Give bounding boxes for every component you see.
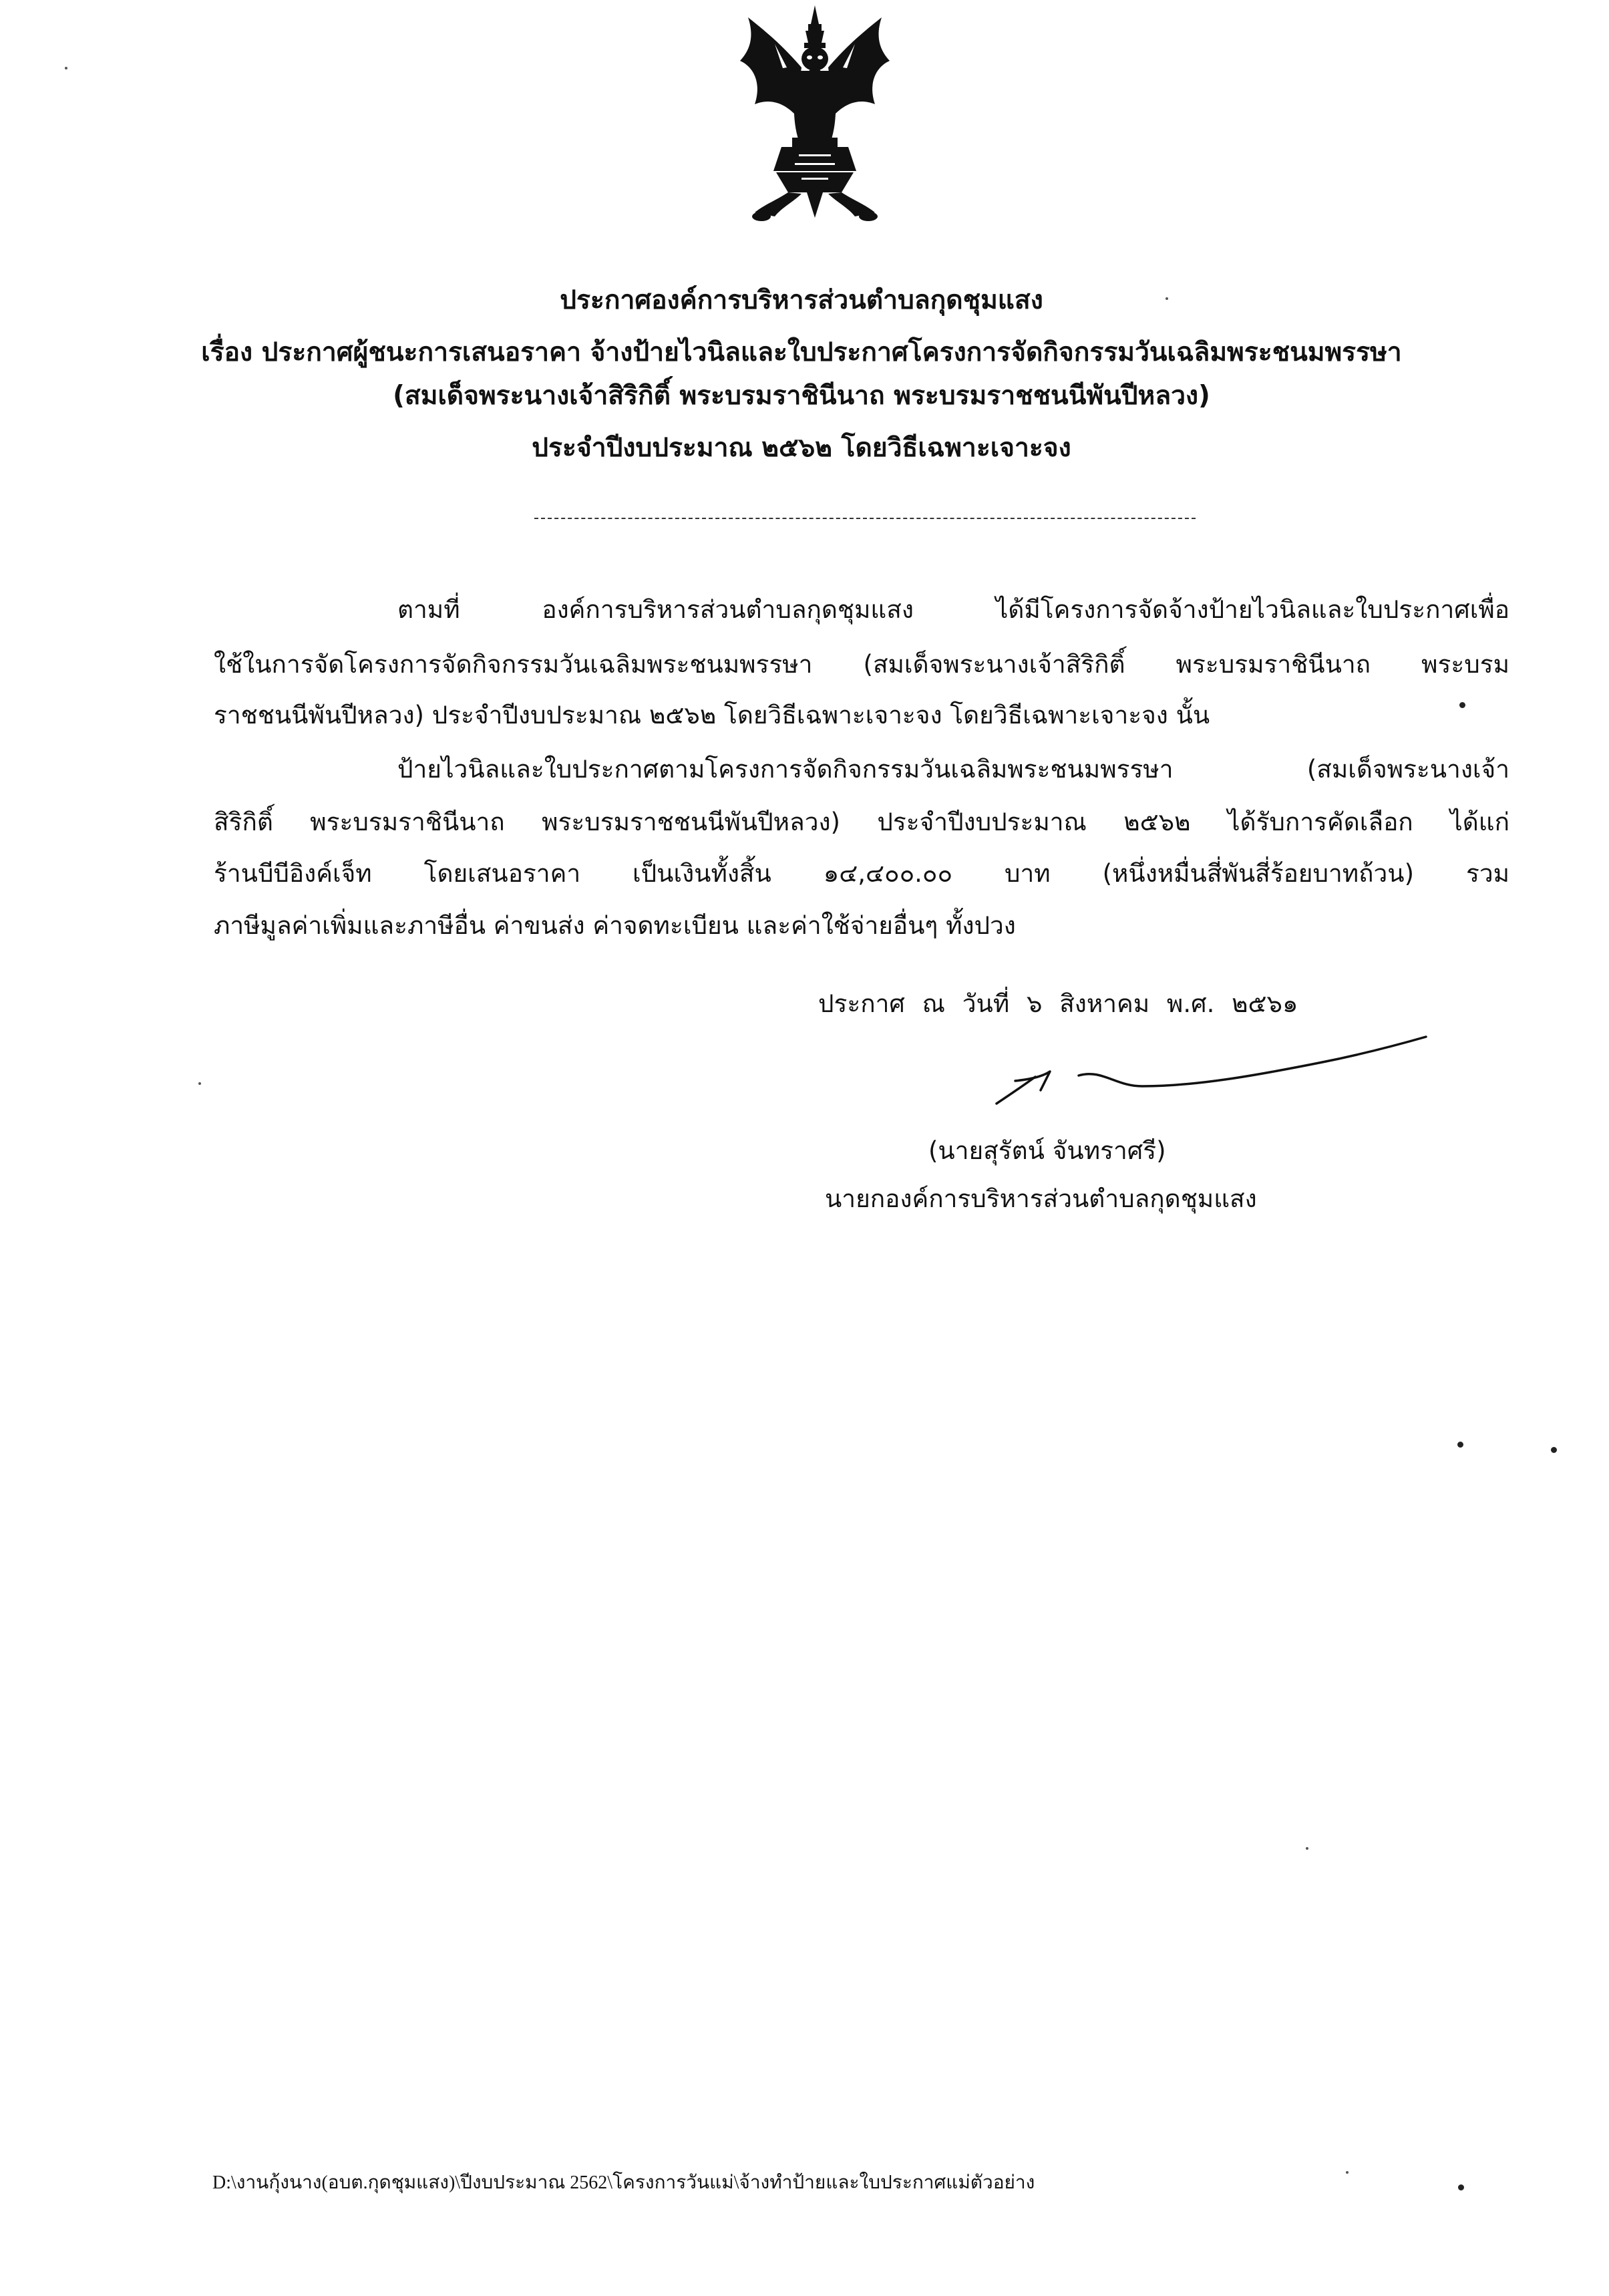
scan-speck [1306, 1847, 1308, 1850]
announcement-date: ประกาศ ณ วันที่ ๖ สิงหาคม พ.ศ. ๒๕๖๑ [818, 989, 1298, 1018]
separator-line [534, 518, 1196, 519]
scan-speck [198, 1082, 201, 1085]
scan-speck [1459, 702, 1465, 708]
signer-name: (นายสุรัตน์ จันทราศรี) [928, 1136, 1166, 1165]
fiscal-year-line: ประจำปีงบประมาณ ๒๕๖๒ โดยวิธีเฉพาะเจาะจง [532, 433, 1071, 463]
scan-speck [1166, 297, 1168, 300]
scan-speck [1551, 1447, 1557, 1453]
scan-speck [1346, 2171, 1349, 2174]
file-path-footer: D:\งานกุ้งนาง(อบต.กุดชุมแสง)\ปีงบประมาณ 2562\โครงการวันแม่\จ้างทำป้ายและใบประกาศแม่ตัวอย่าง [212, 2172, 1035, 2193]
subject-line: เรื่อง ประกาศผู้ชนะการเสนอราคา จ้างป้ายไวนิลและใบประกาศโครงการจัดกิจกรรมวันเฉลิมพระชนมพรรษา [201, 337, 1402, 367]
paragraph-2-line: ร้านบีบีอิงค์เจ็ท โดยเสนอราคา เป็นเงินทั้งสิ้น ๑๔,๔๐๐.๐๐ บาท (หนึ่งหมื่นสี่พันสี่ร้อยบาทถ้วน) รวม [214, 859, 1509, 888]
scan-speck [1458, 2184, 1464, 2190]
signer-title: นายกองค์การบริหารส่วนตำบลกุดชุมแสง [825, 1184, 1257, 1213]
garuda-emblem [735, 4, 895, 224]
subject-line-continued: (สมเด็จพระนางเจ้าสิริกิติ์ พระบรมราชินีนาถ พระบรมราชชนนีพันปีหลวง) [393, 381, 1210, 411]
paragraph-1-line: ราชชนนีพันปีหลวง) ประจำปีงบประมาณ ๒๕๖๒ โดยวิธีเฉพาะเจาะจง โดยวิธีเฉพาะเจาะจง นั้น [214, 701, 1210, 729]
paragraph-2-line: สิริกิติ์ พระบรมราชินีนาถ พระบรมราชชนนีพันปีหลวง) ประจำปีงบประมาณ ๒๕๖๒ ได้รับการคัดเลือก ได้แก่ [214, 808, 1509, 836]
paragraph-1-line: ตามที่ องค์การบริหารส่วนตำบลกุดชุมแสง ได้มีโครงการจัดจ้างป้ายไวนิลและใบประกาศเพื่อ [397, 595, 1509, 624]
paragraph-1-line: ใช้ในการจัดโครงการจัดกิจกรรมวันเฉลิมพระชนมพรรษา (สมเด็จพระนางเจ้าสิริกิติ์ พระบรมราชินีนาถ พระบรม [214, 650, 1509, 679]
paragraph-2-line: ป้ายไวนิลและใบประกาศตามโครงการจัดกิจกรรมวันเฉลิมพระชนมพรรษา (สมเด็จพระนางเจ้า [397, 755, 1509, 784]
announcement-heading: ประกาศองค์การบริหารส่วนตำบลกุดชุมแสง [560, 285, 1043, 315]
scan-speck [1457, 1442, 1463, 1448]
scan-speck [65, 67, 67, 69]
handwritten-signature [989, 1002, 1443, 1122]
paragraph-2-line: ภาษีมูลค่าเพิ่มและภาษีอื่น ค่าขนส่ง ค่าจดทะเบียน และค่าใช้จ่ายอื่นๆ ทั้งปวง [214, 911, 1016, 940]
